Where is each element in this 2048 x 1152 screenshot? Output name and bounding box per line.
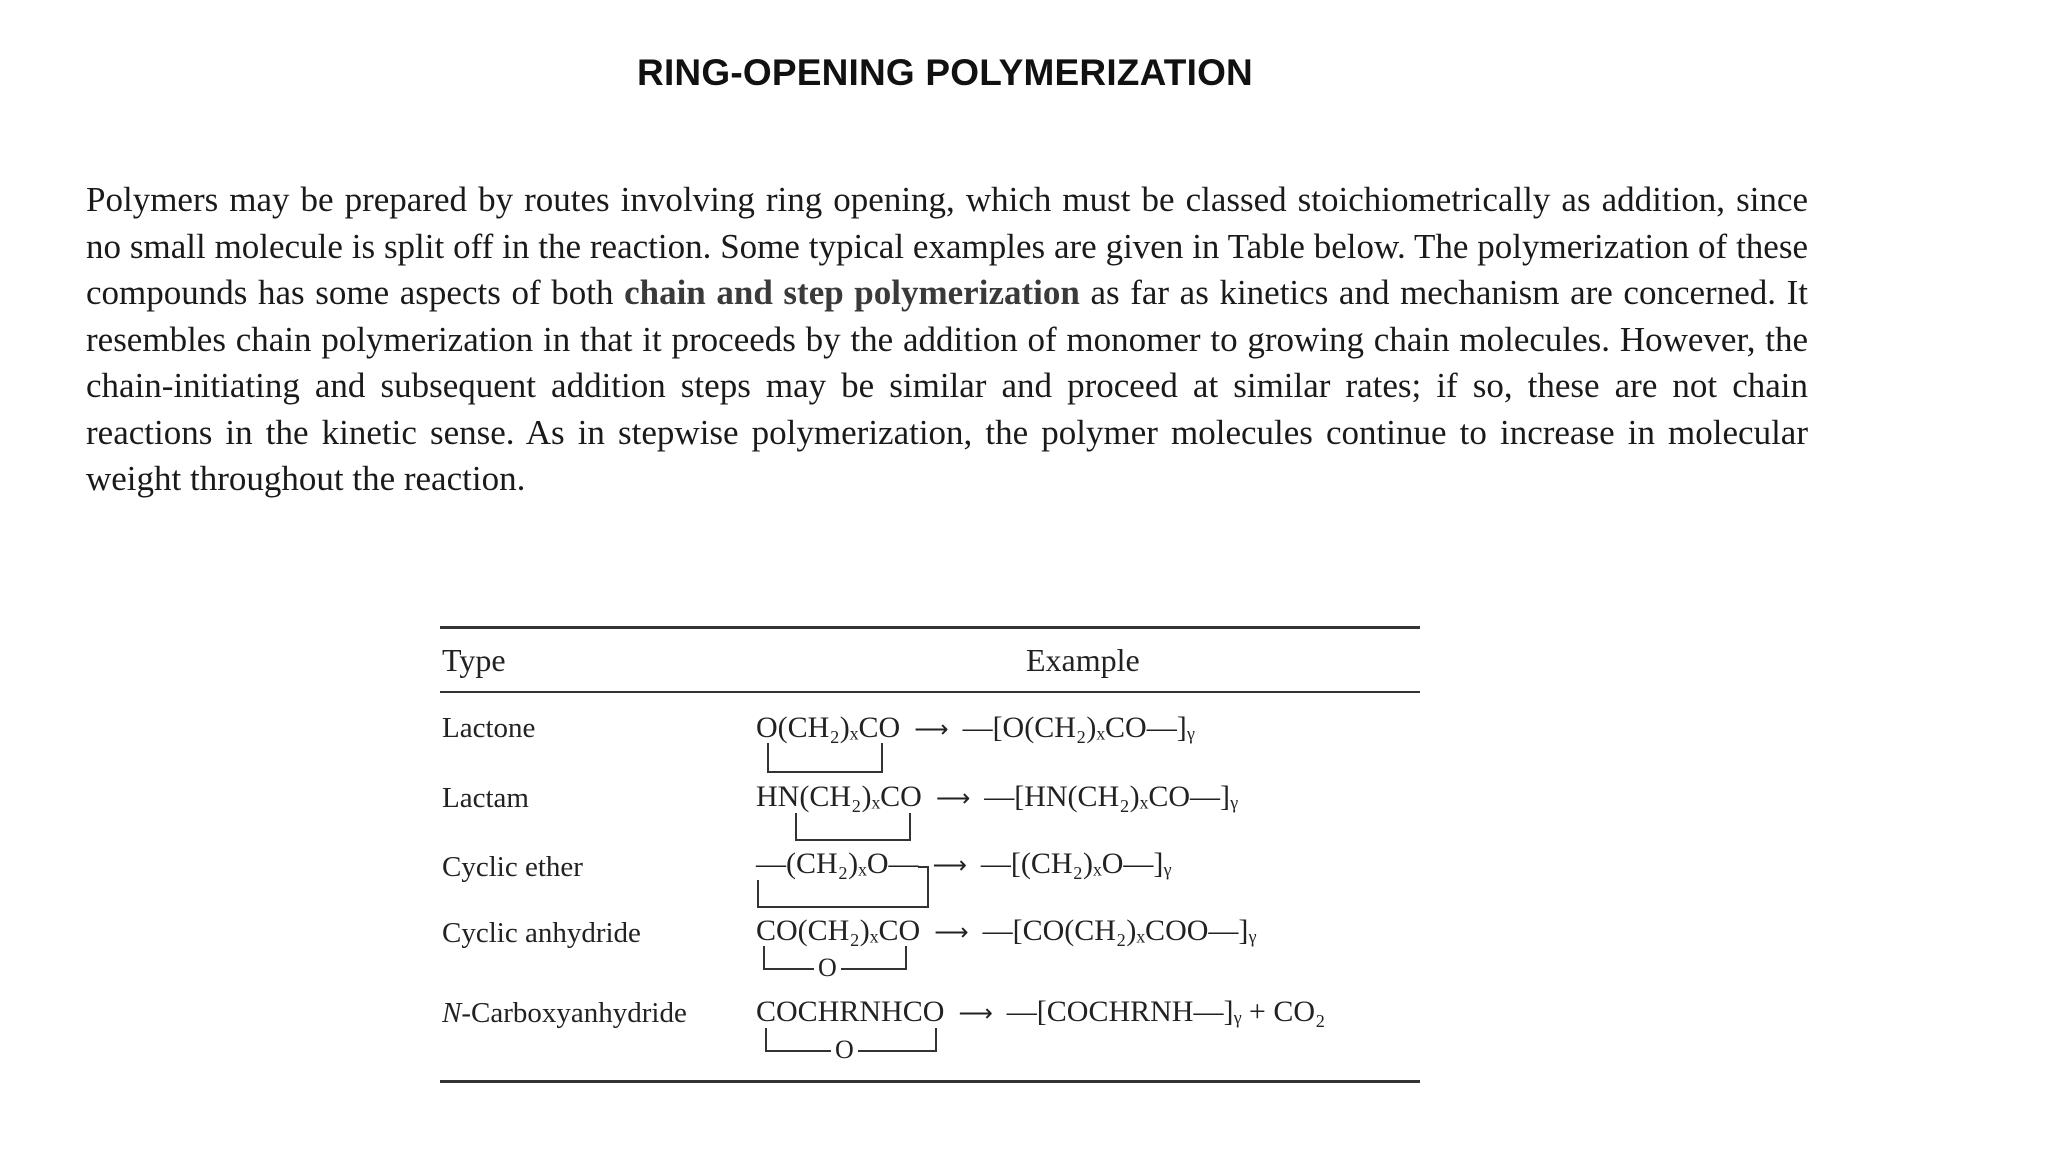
paragraph-text-end: as far as kinetics and mechanism are concerned. It resembles chain polymerization in that it proceeds by the addition of monomer to growing chain molecules. However, the chain-initiating and subsequent addition steps may be similar and proceed at similar rates; if so, these are not chain reactions in the kinetic sense. As in stepwise polymerization, the polymer molecules continue to increase in molecular weight throughout the reaction.	[86, 273, 1808, 498]
type-suffix: -Carboxyanhydride	[461, 997, 687, 1029]
ring-oxygen-label: O	[831, 1035, 858, 1065]
row-example-lactam	[756, 780, 1238, 814]
monomer-lactam: HN(CH₂)ₓCO	[756, 780, 922, 813]
product-cyclic-ether: —[(CH₂)ₓO—]ᵧ	[980, 847, 1172, 880]
ring-bracket	[767, 743, 883, 773]
paragraph-bold-phrase: chain and step polymerization	[624, 273, 1080, 312]
row-type-cyclic-ether: Cyclic ether	[442, 851, 583, 883]
product-lactone: —[O(CH₂)ₓCO—]ᵧ	[962, 711, 1195, 744]
arrow-icon: ⟶	[934, 918, 969, 946]
arrow-icon: ⟶	[958, 999, 993, 1027]
table-top-rule	[440, 626, 1420, 629]
row-type-n-carboxyanhydride	[442, 997, 687, 1030]
header-type: Type	[442, 642, 506, 678]
row-example-lactone	[756, 711, 1195, 745]
product-lactam: —[HN(CH₂)ₓCO—]ᵧ	[984, 780, 1238, 813]
italic-n-prefix: N	[442, 997, 462, 1029]
monomer-cyclic-ether: —(CH₂)ₓO—	[756, 847, 919, 880]
arrow-icon: ⟶	[935, 784, 971, 812]
header-example: Example	[1026, 642, 1140, 678]
table-header-rule	[440, 691, 1420, 693]
ring-oxygen-label: O	[814, 953, 841, 983]
ring-bracket	[795, 813, 911, 841]
row-type-cyclic-anhydride: Cyclic anhydride	[442, 917, 641, 949]
row-type-lactam: Lactam	[442, 782, 529, 814]
product-cyclic-anhydride: —[CO(CH₂)ₓCOO—]ᵧ	[982, 914, 1257, 947]
body-paragraph	[86, 177, 1808, 503]
row-example-cyclic-ether	[756, 847, 1171, 881]
monomer-lactone: O(CH₂)ₓCO	[756, 711, 901, 744]
monomer-cyclic-anhydride: CO(CH₂)ₓCO	[756, 914, 921, 947]
product-n-carboxyanhydride: —[COCHRNH—]ᵧ + CO₂	[1006, 995, 1326, 1028]
page-title: RING-OPENING POLYMERIZATION	[637, 52, 1253, 93]
ring-opening-table	[430, 620, 1420, 1090]
row-example-n-carboxyanhydride	[756, 995, 1325, 1029]
paragraph-text-start: Polymers may be prepared by routes involving ring opening, which must be classed stoichiometrically as addition, since no small molecule is split off in the reaction. Some typical examples are given in Table below. The polymerization of these compounds has some aspects of both	[86, 180, 1808, 312]
arrow-icon: ⟶	[914, 715, 949, 743]
row-example-cyclic-anhydride	[756, 914, 1256, 948]
monomer-n-carboxyanhydride: COCHRNHCO	[756, 995, 945, 1028]
row-type-lactone: Lactone	[442, 712, 536, 744]
arrow-icon: ⟶	[932, 851, 967, 879]
table-bottom-rule	[440, 1080, 1420, 1083]
